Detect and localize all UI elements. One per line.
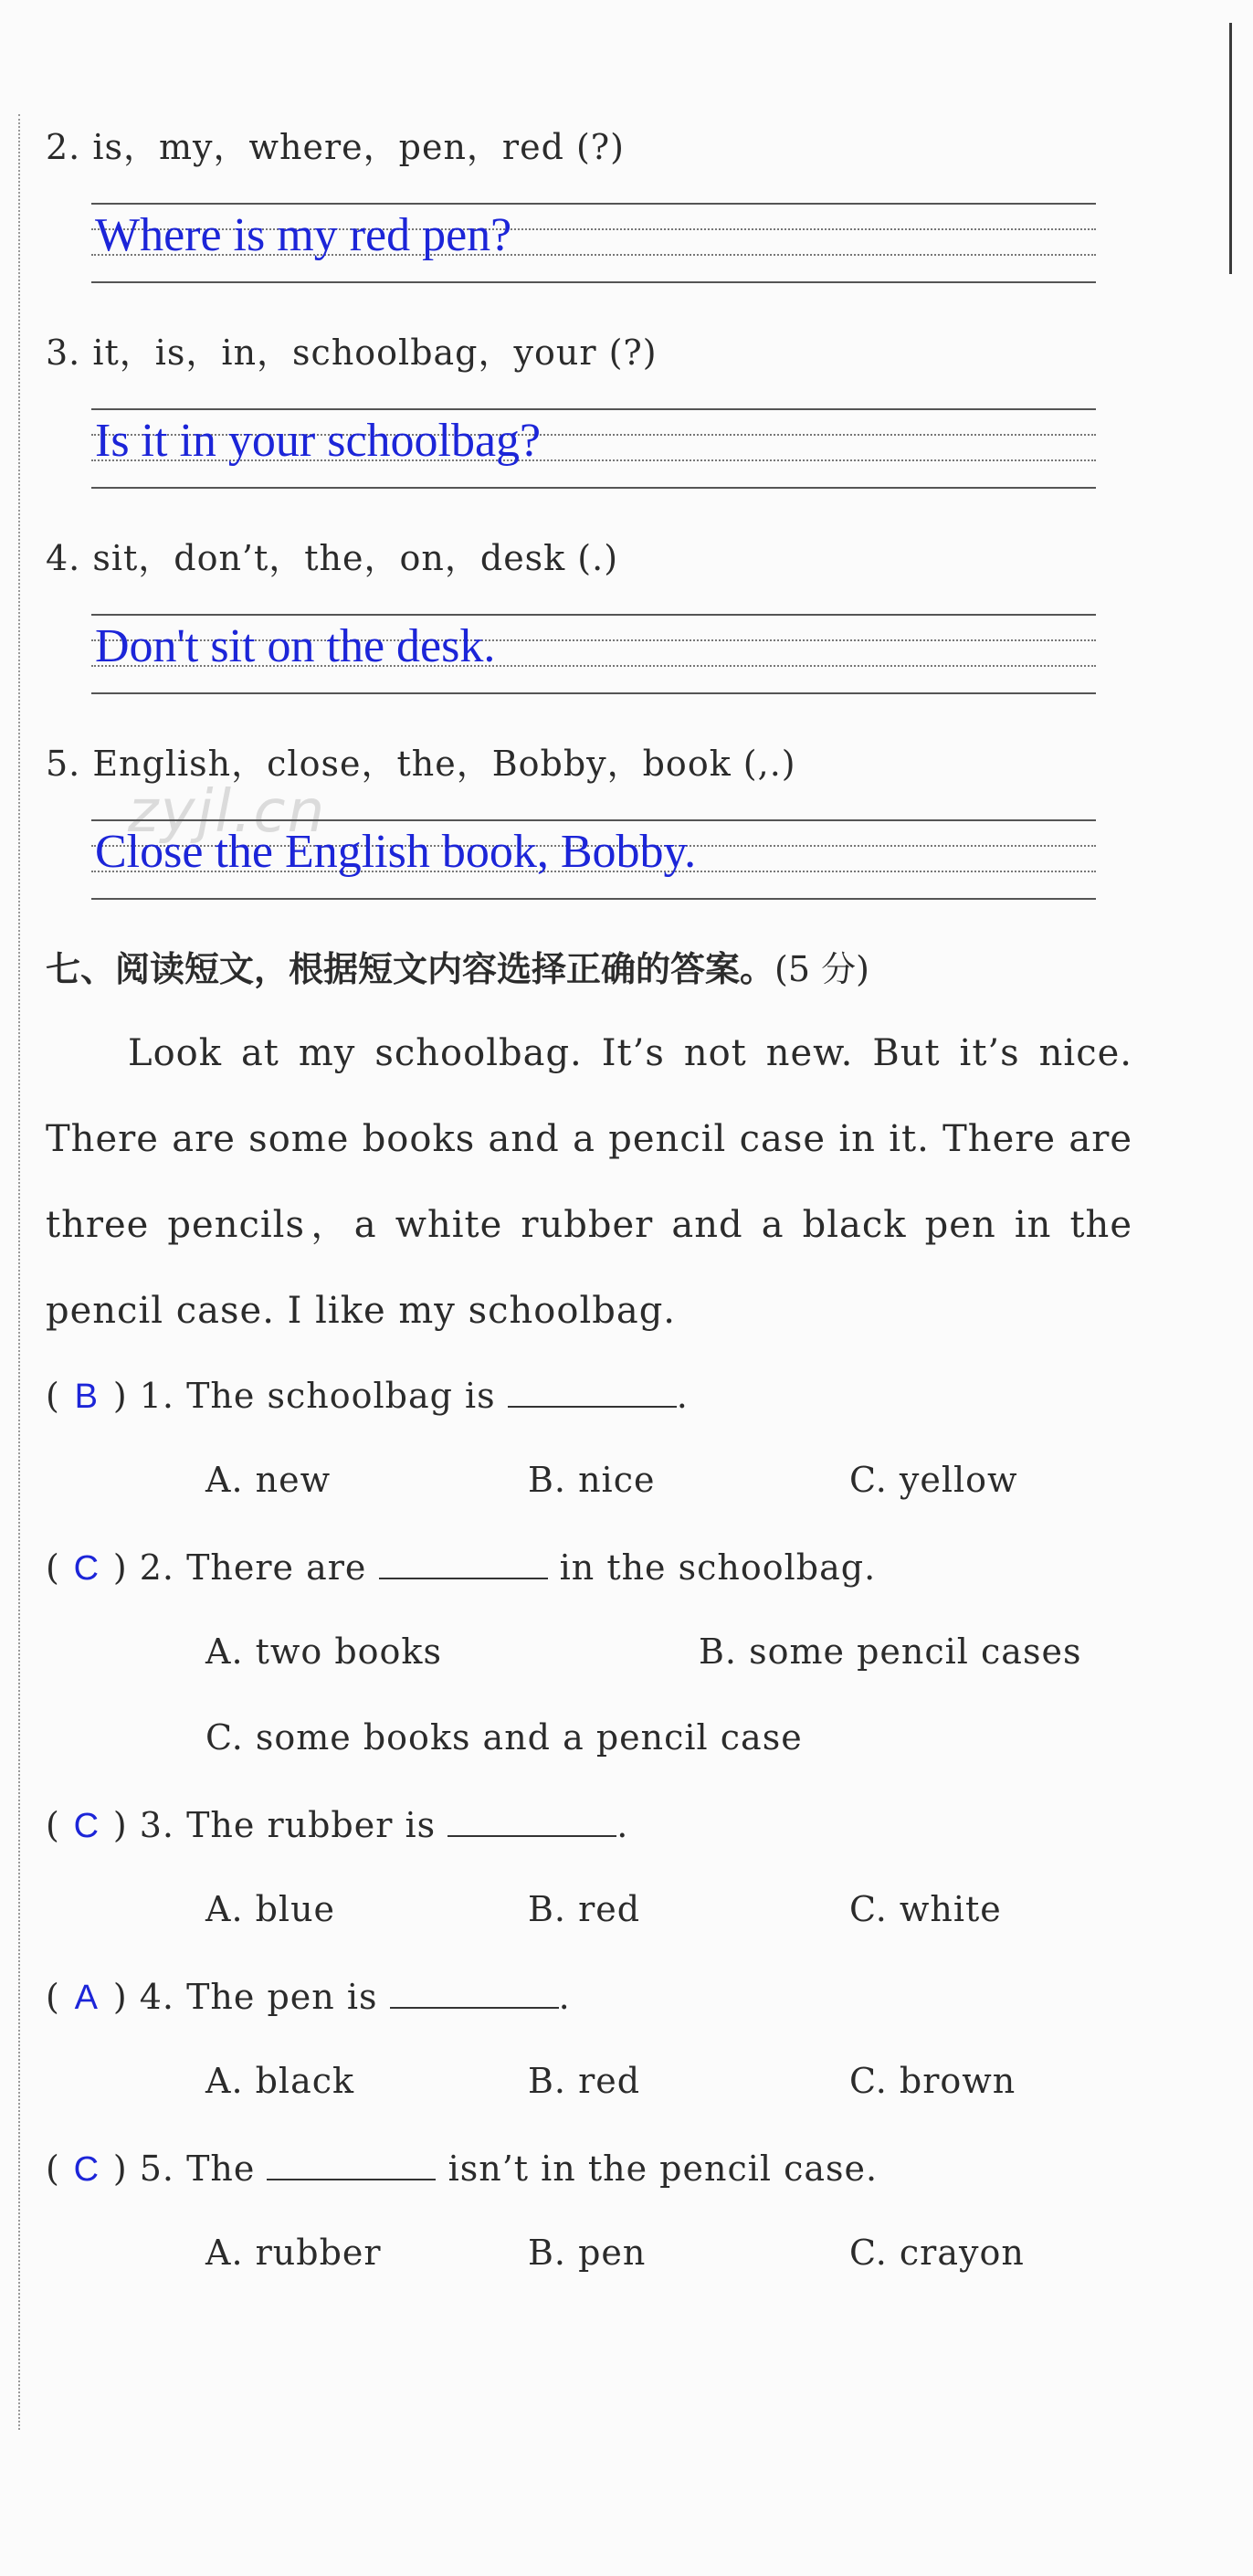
option: A. black: [205, 2061, 355, 2101]
reorder-answer: Close the English book, Bobby.: [95, 826, 697, 878]
question-stem: 2. There are: [139, 1547, 367, 1588]
question-row: ( B ) 1. The schoolbag is .: [46, 1376, 689, 1416]
binding-margin-rule: [18, 114, 20, 2430]
answer-blank: [267, 2148, 436, 2180]
reorder-prompt: 2. is，my，where，pen，red (?): [46, 127, 626, 167]
option: A. new: [205, 1460, 332, 1500]
option: C. white: [849, 1889, 1002, 1929]
option: C. some books and a pencil case: [205, 1717, 803, 1758]
chosen-answer: C: [73, 2150, 100, 2189]
option: A. two books: [205, 1631, 442, 1672]
question-stem-end: in the schoolbag.: [559, 1547, 877, 1588]
option: C. yellow: [849, 1460, 1018, 1500]
passage-text: Look at my schoolbag. It’s not new. But it’s nice. There are some books and a pencil case in it. There are three pencils，a white rubber and a black pen in the pencil case. I like my schoolbag.: [46, 1032, 1132, 1332]
option: A. rubber: [205, 2233, 382, 2273]
question-stem-end: .: [676, 1376, 689, 1416]
question-stem: 4. The pen is: [139, 1977, 378, 2017]
answer-blank: [448, 1804, 616, 1837]
reorder-prompt: 3. it，is，in，schoolbag，your (?): [46, 333, 658, 373]
question-stem-end: isn’t in the pencil case.: [448, 2148, 879, 2189]
answer-blank: [390, 1976, 559, 2009]
question-row: ( A ) 4. The pen is .: [46, 1977, 571, 2017]
question-stem: 3. The rubber is: [139, 1805, 437, 1845]
answer-blank: [379, 1547, 548, 1579]
question-row: ( C ) 2. There are in the schoolbag.: [46, 1547, 877, 1588]
reorder-answer: Where is my red pen?: [95, 209, 512, 261]
question-stem-end: .: [558, 1977, 571, 2017]
reading-passage: [46, 1010, 1132, 1354]
chosen-answer: C: [73, 1807, 100, 1845]
option: B. red: [528, 1889, 641, 1929]
section-title: 七、阅读短文，根据短文内容选择正确的答案。: [46, 949, 775, 989]
option: B. red: [528, 2061, 641, 2101]
section-heading: [46, 941, 869, 991]
question-row: ( C ) 3. The rubber is .: [46, 1805, 629, 1845]
reorder-answer: Don't sit on the desk.: [95, 620, 496, 672]
option: B. nice: [528, 1460, 656, 1500]
option: A. blue: [205, 1889, 336, 1929]
section-score: (5 分): [774, 949, 869, 989]
answer-blank: [508, 1375, 677, 1408]
chosen-answer: B: [74, 1378, 99, 1416]
question-stem: 5. The: [139, 2148, 256, 2189]
question-stem: 1. The schoolbag is: [139, 1376, 496, 1416]
question-row: ( C ) 5. The isn’t in the pencil case.: [46, 2148, 879, 2189]
question-stem-end: .: [616, 1805, 629, 1845]
option: B. pen: [528, 2233, 647, 2273]
page-edge-rule: [1229, 23, 1232, 274]
reorder-prompt: 5. English，close，the，Bobby，book (,.): [46, 744, 796, 784]
reorder-prompt: 4. sit，don’t，the，on，desk (.): [46, 538, 619, 578]
option: B. some pencil cases: [699, 1631, 1082, 1672]
watermark: zyjl.cn: [128, 778, 327, 846]
chosen-answer: C: [73, 1549, 100, 1588]
reorder-answer: Is it in your schoolbag?: [95, 415, 542, 467]
option: C. brown: [849, 2061, 1016, 2101]
option: C. crayon: [849, 2233, 1025, 2273]
chosen-answer: A: [74, 1979, 99, 2017]
